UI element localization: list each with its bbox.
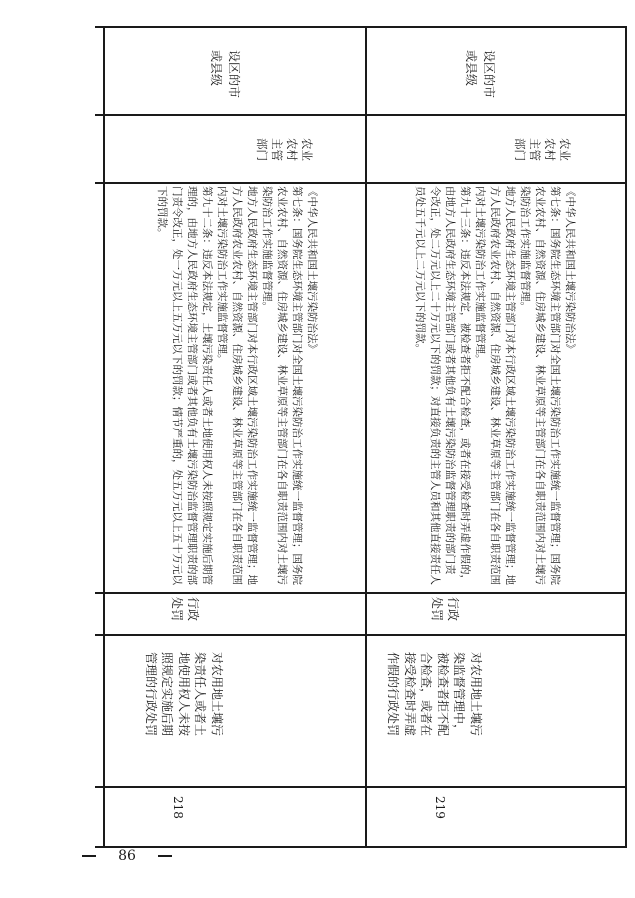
item-text: 对农用地土壤污 [210, 652, 224, 737]
level-text: 或县级 [209, 50, 223, 87]
column-separator [95, 114, 627, 116]
index-cell [433, 796, 447, 826]
item-text: 接受检查时弄虚 [403, 652, 417, 737]
dept-text: 部门 [255, 138, 269, 161]
table-border-bottom [95, 846, 627, 848]
basis-text: 方人民政府农业农村、自然资源、住房城乡建设、林业草原等主管部门在各自职责范围 [489, 186, 501, 585]
item-text: 染责任人或者土 [193, 652, 208, 737]
item-text: 合检查，或者在 [419, 652, 434, 737]
level-text: 设区的市 [227, 50, 241, 99]
level-cell [462, 50, 498, 110]
dept-text: 农村 [543, 138, 557, 161]
index-cell [171, 796, 185, 826]
basis-text: 地方人民政府生态环境主管部门对本行政区域土壤污染防治工作实施统一监督管理；地 [246, 186, 258, 585]
basis-text: 员处五千元以上二万元以下的罚款。 [414, 186, 426, 354]
basis-text: 第七条：国务院生态环境主管部门对全国土壤污染防治工作实施统一监督管理；国务院 [291, 186, 303, 585]
dash-left [82, 855, 96, 857]
dept-cell [510, 138, 572, 180]
item-cell [141, 652, 225, 768]
column-separator [95, 634, 627, 636]
basis-text: 农业农村、自然资源、住房城乡建设、林业草原等主管部门在各自职责范围内对土壤污 [534, 186, 546, 585]
item-text: 对农用地土壤污 [469, 652, 483, 737]
column-separator [95, 786, 627, 788]
dept-text: 农业 [300, 138, 314, 161]
level-text: 设区的市 [482, 50, 496, 99]
table-border-left [103, 26, 105, 848]
page-number-text: 86 [118, 848, 136, 864]
level-cell [207, 50, 243, 110]
basis-text: 第九十三条：违反本法规定，被检查者拒不配合检查，或者在接受检查时弄虚作假的， [459, 186, 471, 585]
basis-text: 理的，由地方人民政府生态环境主管部门或者其他负有土壤污染防治监督管理职责的部 [186, 186, 198, 585]
basis-text: 染防治工作实施监督管理。 [261, 186, 273, 312]
table-border-right [625, 26, 627, 848]
row-number: 219 [433, 796, 447, 819]
basis-text: 方人民政府农业农村、自然资源、住房城乡建设、林业草原等主管部门在各自职责范围 [231, 186, 243, 585]
item-text: 照规定实施后期 [160, 652, 175, 737]
item-text: 染监督管理中， [452, 652, 467, 737]
table-border-top [95, 26, 627, 28]
dept-cell [252, 138, 314, 180]
basis-cell [411, 186, 577, 588]
dept-text: 主管 [528, 138, 542, 161]
item-cell [384, 652, 484, 768]
dept-text: 主管 [270, 138, 284, 161]
dash-right [158, 855, 172, 857]
item-text: 地使用权人未按 [177, 652, 191, 737]
basis-text: 令改正，处二万元以上二十万元以下的罚款；对直接负责的主管人员和其他直接责任人 [429, 186, 441, 585]
basis-text: 《中华人民共和国土壤污染防治法》 [564, 186, 576, 354]
basis-text: 农业农村、自然资源、住房城乡建设、林业草原等主管部门在各自职责范围内对土壤污 [276, 186, 288, 585]
column-separator [95, 592, 627, 594]
basis-text: 地方人民政府生态环境主管部门对本行政区域土壤污染防治工作实施统一监督管理；地 [504, 186, 516, 585]
basis-text: 内对土壤污染防治工作实施监督管理。 [216, 186, 228, 365]
row-number: 218 [171, 796, 185, 819]
dept-text: 农业 [558, 138, 572, 161]
dept-text: 部门 [513, 138, 527, 161]
category-text: 行政 [186, 597, 200, 622]
category-cell [171, 597, 201, 629]
page-number [82, 846, 172, 866]
category-text: 处罚 [170, 597, 184, 622]
basis-text: 内对土壤污染防治工作实施监督管理。 [474, 186, 486, 365]
row-separator [365, 26, 367, 848]
basis-text: 下的罚款。 [156, 186, 168, 239]
category-cell [431, 597, 461, 629]
basis-text: 第九十二条：违反本法规定，土壤污染责任人或者土地使用权人未按照规定实施后期管 [201, 186, 213, 585]
column-separator [95, 182, 627, 184]
level-text: 或县级 [464, 50, 478, 87]
dept-text: 农村 [285, 138, 299, 161]
basis-cell [153, 186, 319, 588]
category-text: 行政 [446, 597, 460, 622]
basis-text: 染防治工作实施监督管理。 [519, 186, 531, 312]
basis-text: 《中华人民共和国土壤污染防治法》 [306, 186, 318, 354]
basis-text: 门责令改正，处一万元以上五万元以下的罚款；情节严重的，处五万元以上五十万元以 [171, 186, 183, 585]
basis-text: 第七条：国务院生态环境主管部门对全国土壤污染防治工作实施统一监督管理；国务院 [549, 186, 561, 585]
item-text: 作假的行政处罚 [386, 652, 401, 737]
rotated-table [95, 26, 627, 848]
item-text: 管理的行政处罚 [144, 652, 158, 737]
category-text: 处罚 [430, 597, 444, 622]
item-text: 被检查者拒不配 [436, 652, 450, 737]
basis-text: 由地方人民政府生态环境主管部门或者其他负有土壤污染防治监督管理职责的部门责 [444, 186, 456, 575]
